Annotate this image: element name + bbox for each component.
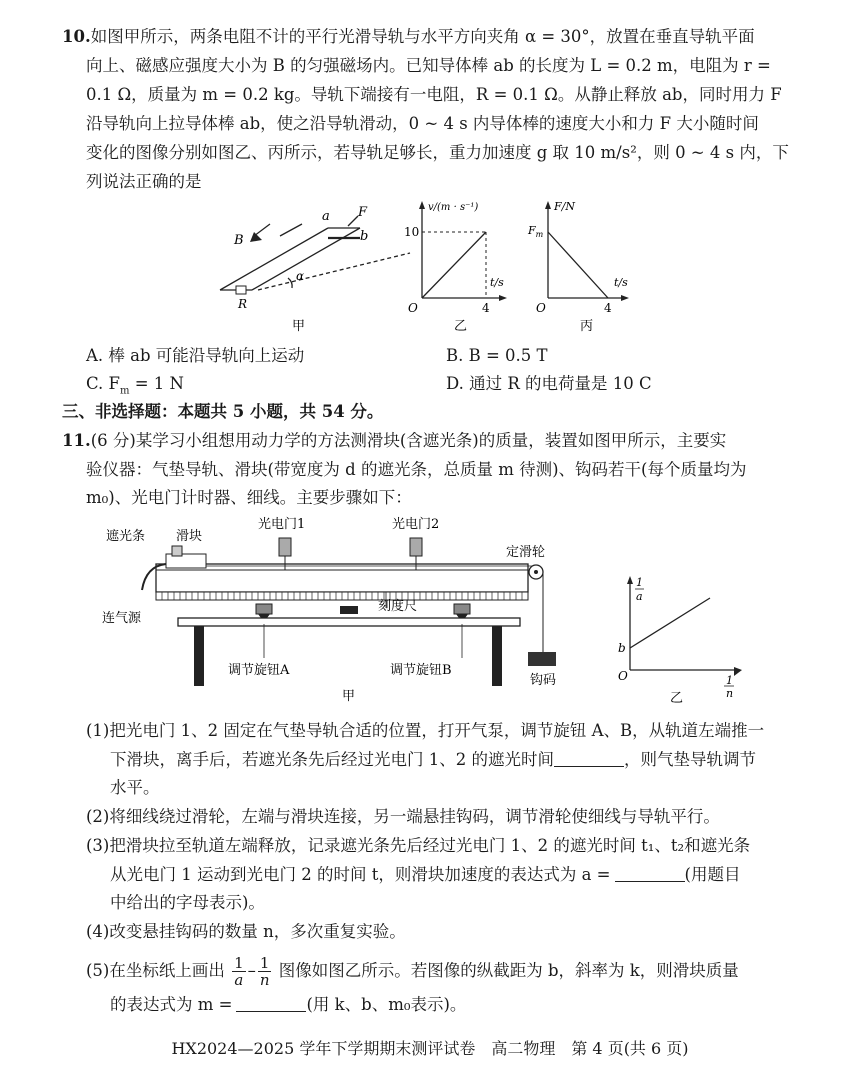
q11-step-1-line-1: (1)把光电门 1、2 固定在气垫导轨合适的位置，打开气泵，调节旋钮 A、B，从轨道左端推一	[86, 721, 765, 740]
section-3-heading: 三、非选择题：本题共 5 小题，共 54 分。	[62, 402, 384, 421]
q10-figure-bing	[524, 196, 634, 338]
q10-line-1: 10.如图甲所示，两条电阻不计的平行光滑导轨与水平方向夹角 α = 30°，放置在垂直导轨平面	[62, 27, 755, 46]
answer-blank-1[interactable]	[554, 750, 624, 767]
bing-origin: O	[536, 301, 546, 315]
label-knob-a: 调节旋钮A	[228, 663, 290, 678]
label-B: B	[234, 233, 244, 248]
bing-xtick: 4	[604, 301, 612, 315]
bing-xlabel: t/s	[614, 276, 628, 289]
label-air-source: 连气源	[102, 611, 142, 626]
q11-yi-xlabel-num: 1	[726, 674, 733, 687]
label-weight: 钩码	[530, 673, 557, 688]
label-zheguangtiao: 遮光条	[106, 529, 146, 544]
q10-figure-yi	[402, 196, 512, 338]
yi-ytick: 10	[404, 225, 420, 239]
frac-1-n: $\frac{1}{n}$	[259, 954, 270, 989]
yi-xlabel: t/s	[490, 276, 504, 289]
q11-step-1-line-3: 水平。	[110, 778, 160, 797]
bing-ytick: $F_m$	[528, 224, 544, 239]
q11-step-5-line-2: 的表达式为 m = (用 k、b、m₀表示)。	[110, 995, 467, 1014]
caption-bing: 丙	[580, 319, 594, 334]
q11-step-5-line-1: (5)在坐标纸上画出 $\frac{1}{a}$ – $\frac{1}{n}$ 图像如图乙所示。若图像的纵截距为 b，斜率为 k，则滑块质量	[86, 954, 739, 989]
q11-yi-ylabel-num: 1	[636, 576, 643, 589]
label-R: R	[238, 297, 248, 311]
q11-line-1: 11.(6 分)某学习小组想用动力学的方法测滑块(含遮光条)的质量，装置如图甲所示，主要实	[62, 431, 727, 450]
q11-line-3: m₀)、光电门计时器、细线。主要步骤如下：	[86, 488, 412, 507]
caption-q11-yi: 乙	[670, 691, 684, 706]
q10-line-2: 向上、磁感应强度大小为 B 的匀强磁场内。已知导体棒 ab 的长度为 L = 0.2 m，电阻为 r =	[86, 56, 771, 75]
label-ruler: 刻度尺	[378, 599, 418, 614]
q11-number: 11.	[62, 431, 91, 450]
q11-step-4: (4)改变悬挂钩码的数量 n，多次重复实验。	[86, 922, 406, 941]
q10-line-4: 沿导轨向上拉导体棒 ab，使之沿导轨滑动，0 ~ 4 s 内导体棒的速度大小和力 F 大小随时间	[86, 114, 759, 133]
label-pulley: 定滑轮	[506, 545, 546, 560]
label-gate2: 光电门2	[392, 517, 440, 532]
q10-line-3: 0.1 Ω，质量为 m = 0.2 kg。导轨下端接有一电阻，R = 0.1 Ω。从静止释放 ab，同时用力 F	[86, 85, 782, 104]
label-a: a	[322, 209, 330, 224]
answer-blank-2[interactable]	[615, 865, 685, 882]
q11-yi-xlabel-den: n	[726, 687, 734, 700]
yi-ylabel: v/(m · s⁻¹)	[428, 202, 479, 213]
q10-option-d: D. 通过 R 的电荷量是 10 C	[446, 374, 652, 393]
q11-yi-origin: O	[618, 669, 628, 683]
frac-1-a: $\frac{1}{a}$	[234, 954, 244, 989]
q11-figure-jia	[96, 512, 566, 704]
q11-step-3-line-3: 中给出的字母表示)。	[110, 893, 265, 912]
q11-step-3-line-2: 从光电门 1 运动到光电门 2 的时间 t，则滑块加速度的表达式为 a = (用题目	[110, 865, 741, 884]
q11-yi-intercept: b	[618, 641, 626, 655]
yi-xtick: 4	[482, 301, 490, 315]
q10-line-6: 列说法正确的是	[86, 172, 202, 191]
page-footer: HX2024—2025 学年下学期期末测评试卷 高二物理 第 4 页(共 6 页)	[171, 1039, 689, 1058]
caption-yi: 乙	[454, 319, 468, 334]
q10-option-b: B. B = 0.5 T	[446, 346, 548, 365]
label-F: F	[358, 205, 368, 220]
q10-number: 10.	[62, 27, 91, 46]
q10-option-c: C. $F_m = 1$ N	[86, 374, 184, 397]
q11-figure-yi	[606, 572, 754, 708]
answer-blank-3[interactable]	[236, 995, 306, 1012]
q10-option-a: A. 棒 ab 可能沿导轨向上运动	[86, 346, 305, 365]
q11-step-1-line-2: 下滑块，离手后，若遮光条先后经过光电门 1、2 的遮光时间 ，则气垫导轨调节	[110, 750, 756, 769]
label-knob-b: 调节旋钮B	[390, 663, 452, 678]
q10-figure-jia	[210, 198, 420, 338]
caption-jia: 甲	[292, 319, 306, 334]
label-gate1: 光电门1	[258, 517, 306, 532]
q11-step-2: (2)将细线绕过滑轮，左端与滑块连接，另一端悬挂钩码，调节滑轮使细线与导轨平行。	[86, 807, 720, 826]
q11-step-3-line-1: (3)把滑块拉至轨道左端释放，记录遮光条先后经过光电门 1、2 的遮光时间 t₁、t₂和遮光条	[86, 836, 751, 855]
label-b: b	[360, 229, 369, 244]
label-alpha: α	[296, 269, 305, 283]
caption-q11-jia: 甲	[342, 689, 356, 704]
q11-yi-ylabel-den: a	[636, 590, 643, 603]
yi-origin: O	[408, 301, 418, 315]
q11-line-2: 验仪器：气垫导轨、滑块(带宽度为 d 的遮光条，总质量 m 待测)、钩码若干(每个质量均为	[86, 460, 747, 479]
bing-ylabel: F/N	[554, 200, 575, 213]
label-huakuai: 滑块	[176, 529, 203, 544]
q10-line-5: 变化的图像分别如图乙、丙所示，若导轨足够长，重力加速度 g 取 10 m/s²，则 0 ~ 4 s 内，下	[86, 143, 789, 162]
